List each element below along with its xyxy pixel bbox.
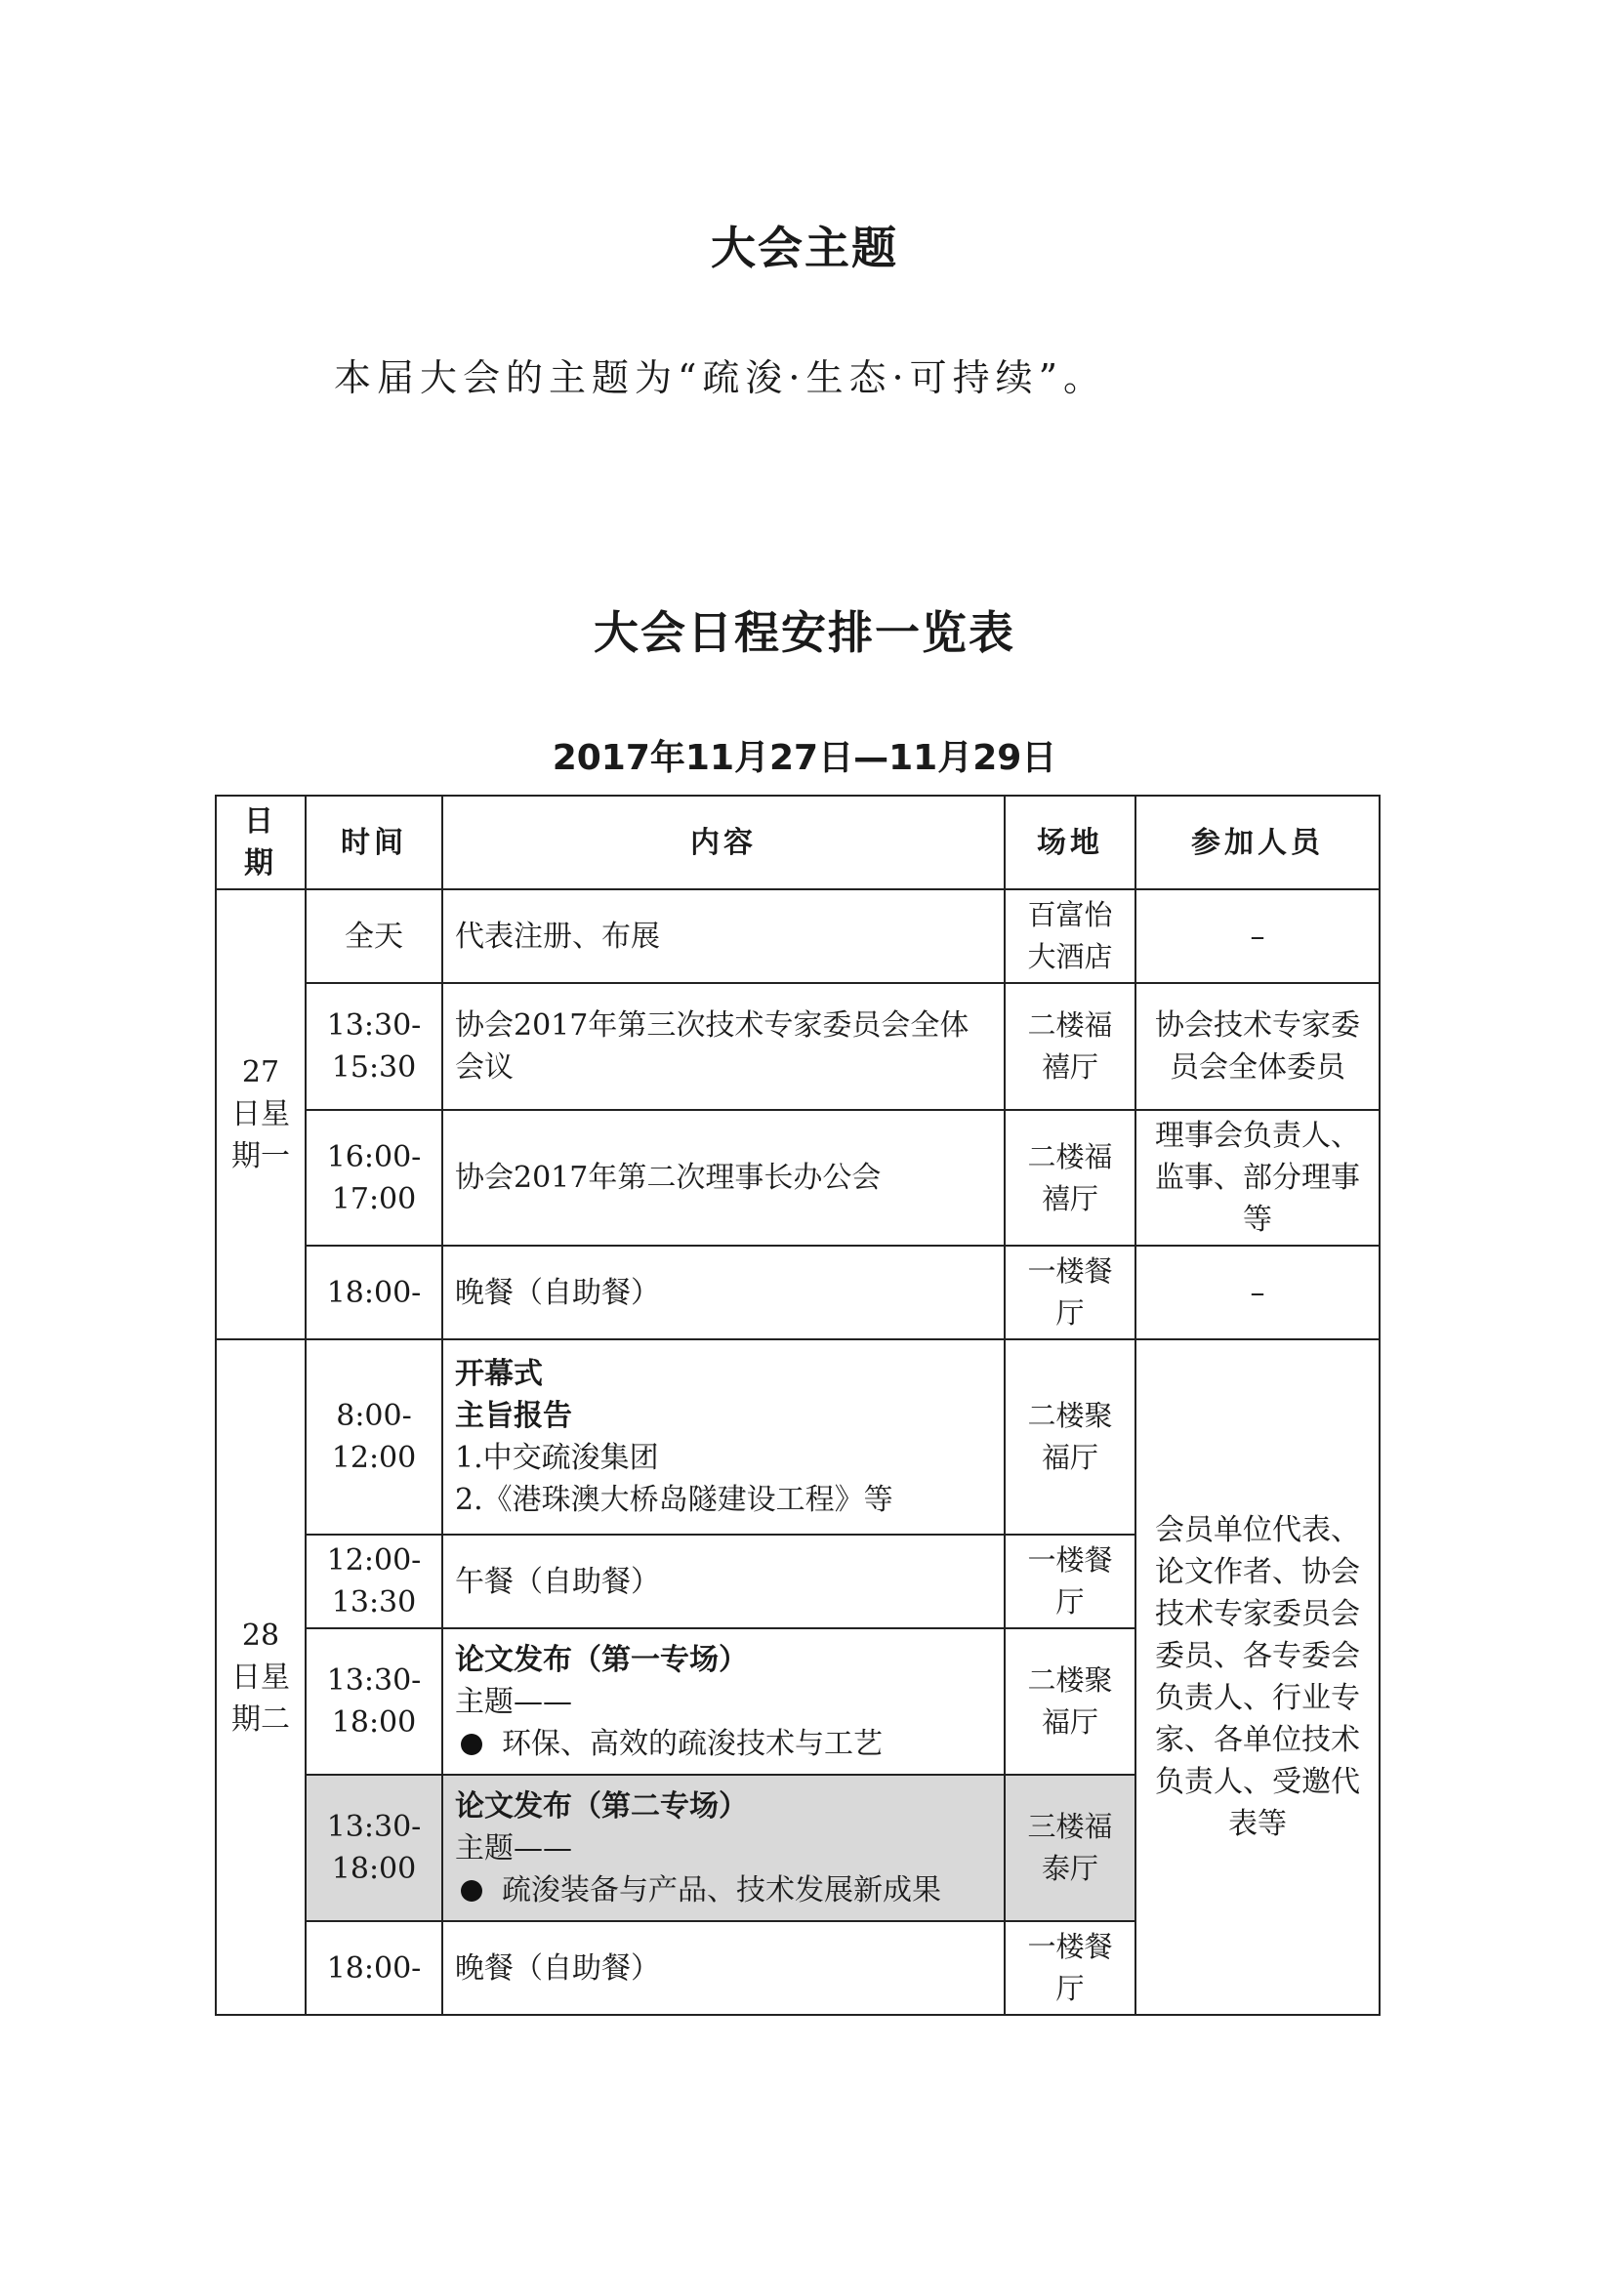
bullet-icon bbox=[461, 1734, 482, 1755]
date-cell-27: 27日星期一 bbox=[216, 889, 306, 1339]
content-item: 2.《港珠澳大桥岛隧建设工程》等 bbox=[455, 1483, 893, 1517]
content-cell: 协会2017年第二次理事长办公会 bbox=[442, 1110, 1005, 1246]
content-cell: 晚餐（自助餐） bbox=[442, 1921, 1005, 2015]
venue-cell: 二楼福禧厅 bbox=[1005, 1110, 1135, 1246]
venue-cell: 一楼餐厅 bbox=[1005, 1921, 1135, 2015]
theme-text: 本届大会的主题为“疏浚·生态·可持续”。 bbox=[334, 356, 1107, 399]
participants-cell: – bbox=[1135, 889, 1380, 983]
content-subtitle: 主题—— bbox=[455, 1684, 572, 1719]
time-cell: 全天 bbox=[306, 889, 442, 983]
time-cell: 13:30-18:00 bbox=[306, 1628, 442, 1775]
time-cell: 12:00-13:30 bbox=[306, 1535, 442, 1628]
venue-cell: 一楼餐厅 bbox=[1005, 1246, 1135, 1339]
participants-cell: 理事会负责人、监事、部分理事等 bbox=[1135, 1110, 1380, 1246]
venue-cell: 百富怡大酒店 bbox=[1005, 889, 1135, 983]
time-cell: 16:00-17:00 bbox=[306, 1110, 442, 1246]
time-cell: 18:00- bbox=[306, 1246, 442, 1339]
time-cell: 13:30-15:30 bbox=[306, 983, 442, 1110]
table-header-row bbox=[216, 796, 1380, 889]
content-cell: 协会2017年第三次技术专家委员会全体会议 bbox=[442, 983, 1005, 1110]
table-row bbox=[216, 889, 1380, 983]
time-cell: 18:00- bbox=[306, 1921, 442, 2015]
header-participants: 参加人员 bbox=[1135, 796, 1380, 889]
participants-cell-28: 会员单位代表、论文作者、协会技术专家委员会委员、各专委会负责人、行业专家、各单位技术负责人、受邀代表等 bbox=[1135, 1339, 1380, 2015]
content-title: 论文发布（第二专场） bbox=[455, 1788, 748, 1824]
header-date: 日期 bbox=[216, 796, 306, 889]
venue-cell: 三楼福泰厅 bbox=[1005, 1775, 1135, 1921]
theme-title: 大会主题 bbox=[711, 222, 898, 274]
venue-cell: 二楼福禧厅 bbox=[1005, 983, 1135, 1110]
content-subtitle: 主旨报告 bbox=[455, 1399, 572, 1433]
content-bullet-line bbox=[455, 1723, 992, 1765]
venue-cell: 二楼聚福厅 bbox=[1005, 1628, 1135, 1775]
content-title: 开幕式 bbox=[455, 1357, 543, 1391]
header-content: 内容 bbox=[442, 796, 1005, 889]
content-subtitle: 主题—— bbox=[455, 1830, 572, 1866]
date-cell-28: 28日星期二 bbox=[216, 1339, 306, 2015]
content-cell bbox=[442, 1775, 1005, 1921]
content-cell bbox=[442, 1339, 1005, 1535]
participants-cell: – bbox=[1135, 1246, 1380, 1339]
content-cell: 晚餐（自助餐） bbox=[442, 1246, 1005, 1339]
content-bullet-line bbox=[455, 1869, 992, 1911]
bullet-icon bbox=[461, 1880, 482, 1902]
content-item: 1.中交疏浚集团 bbox=[455, 1441, 659, 1475]
time-cell: 13:30-18:00 bbox=[306, 1775, 442, 1921]
participants-cell: 协会技术专家委员会全体委员 bbox=[1135, 983, 1380, 1110]
header-venue: 场地 bbox=[1005, 796, 1135, 889]
schedule-title: 大会日程安排一览表 bbox=[594, 606, 1015, 659]
content-cell: 代表注册、布展 bbox=[442, 889, 1005, 983]
header-time: 时间 bbox=[306, 796, 442, 889]
table-row bbox=[216, 1246, 1380, 1339]
date-range: 2017年11月27日—11月29日 bbox=[552, 738, 1057, 778]
content-bullet: 环保、高效的疏浚技术与工艺 bbox=[502, 1726, 883, 1761]
time-cell: 8:00-12:00 bbox=[306, 1339, 442, 1535]
content-cell bbox=[442, 1628, 1005, 1775]
content-cell: 午餐（自助餐） bbox=[442, 1535, 1005, 1628]
venue-cell: 一楼餐厅 bbox=[1005, 1535, 1135, 1628]
content-bullet: 疏浚装备与产品、技术发展新成果 bbox=[502, 1872, 941, 1907]
venue-cell: 二楼聚福厅 bbox=[1005, 1339, 1135, 1535]
table-row bbox=[216, 1110, 1380, 1246]
content-title: 论文发布（第一专场） bbox=[455, 1642, 748, 1677]
table-row bbox=[216, 983, 1380, 1110]
table-row bbox=[216, 1339, 1380, 1535]
schedule-table bbox=[215, 795, 1381, 2016]
